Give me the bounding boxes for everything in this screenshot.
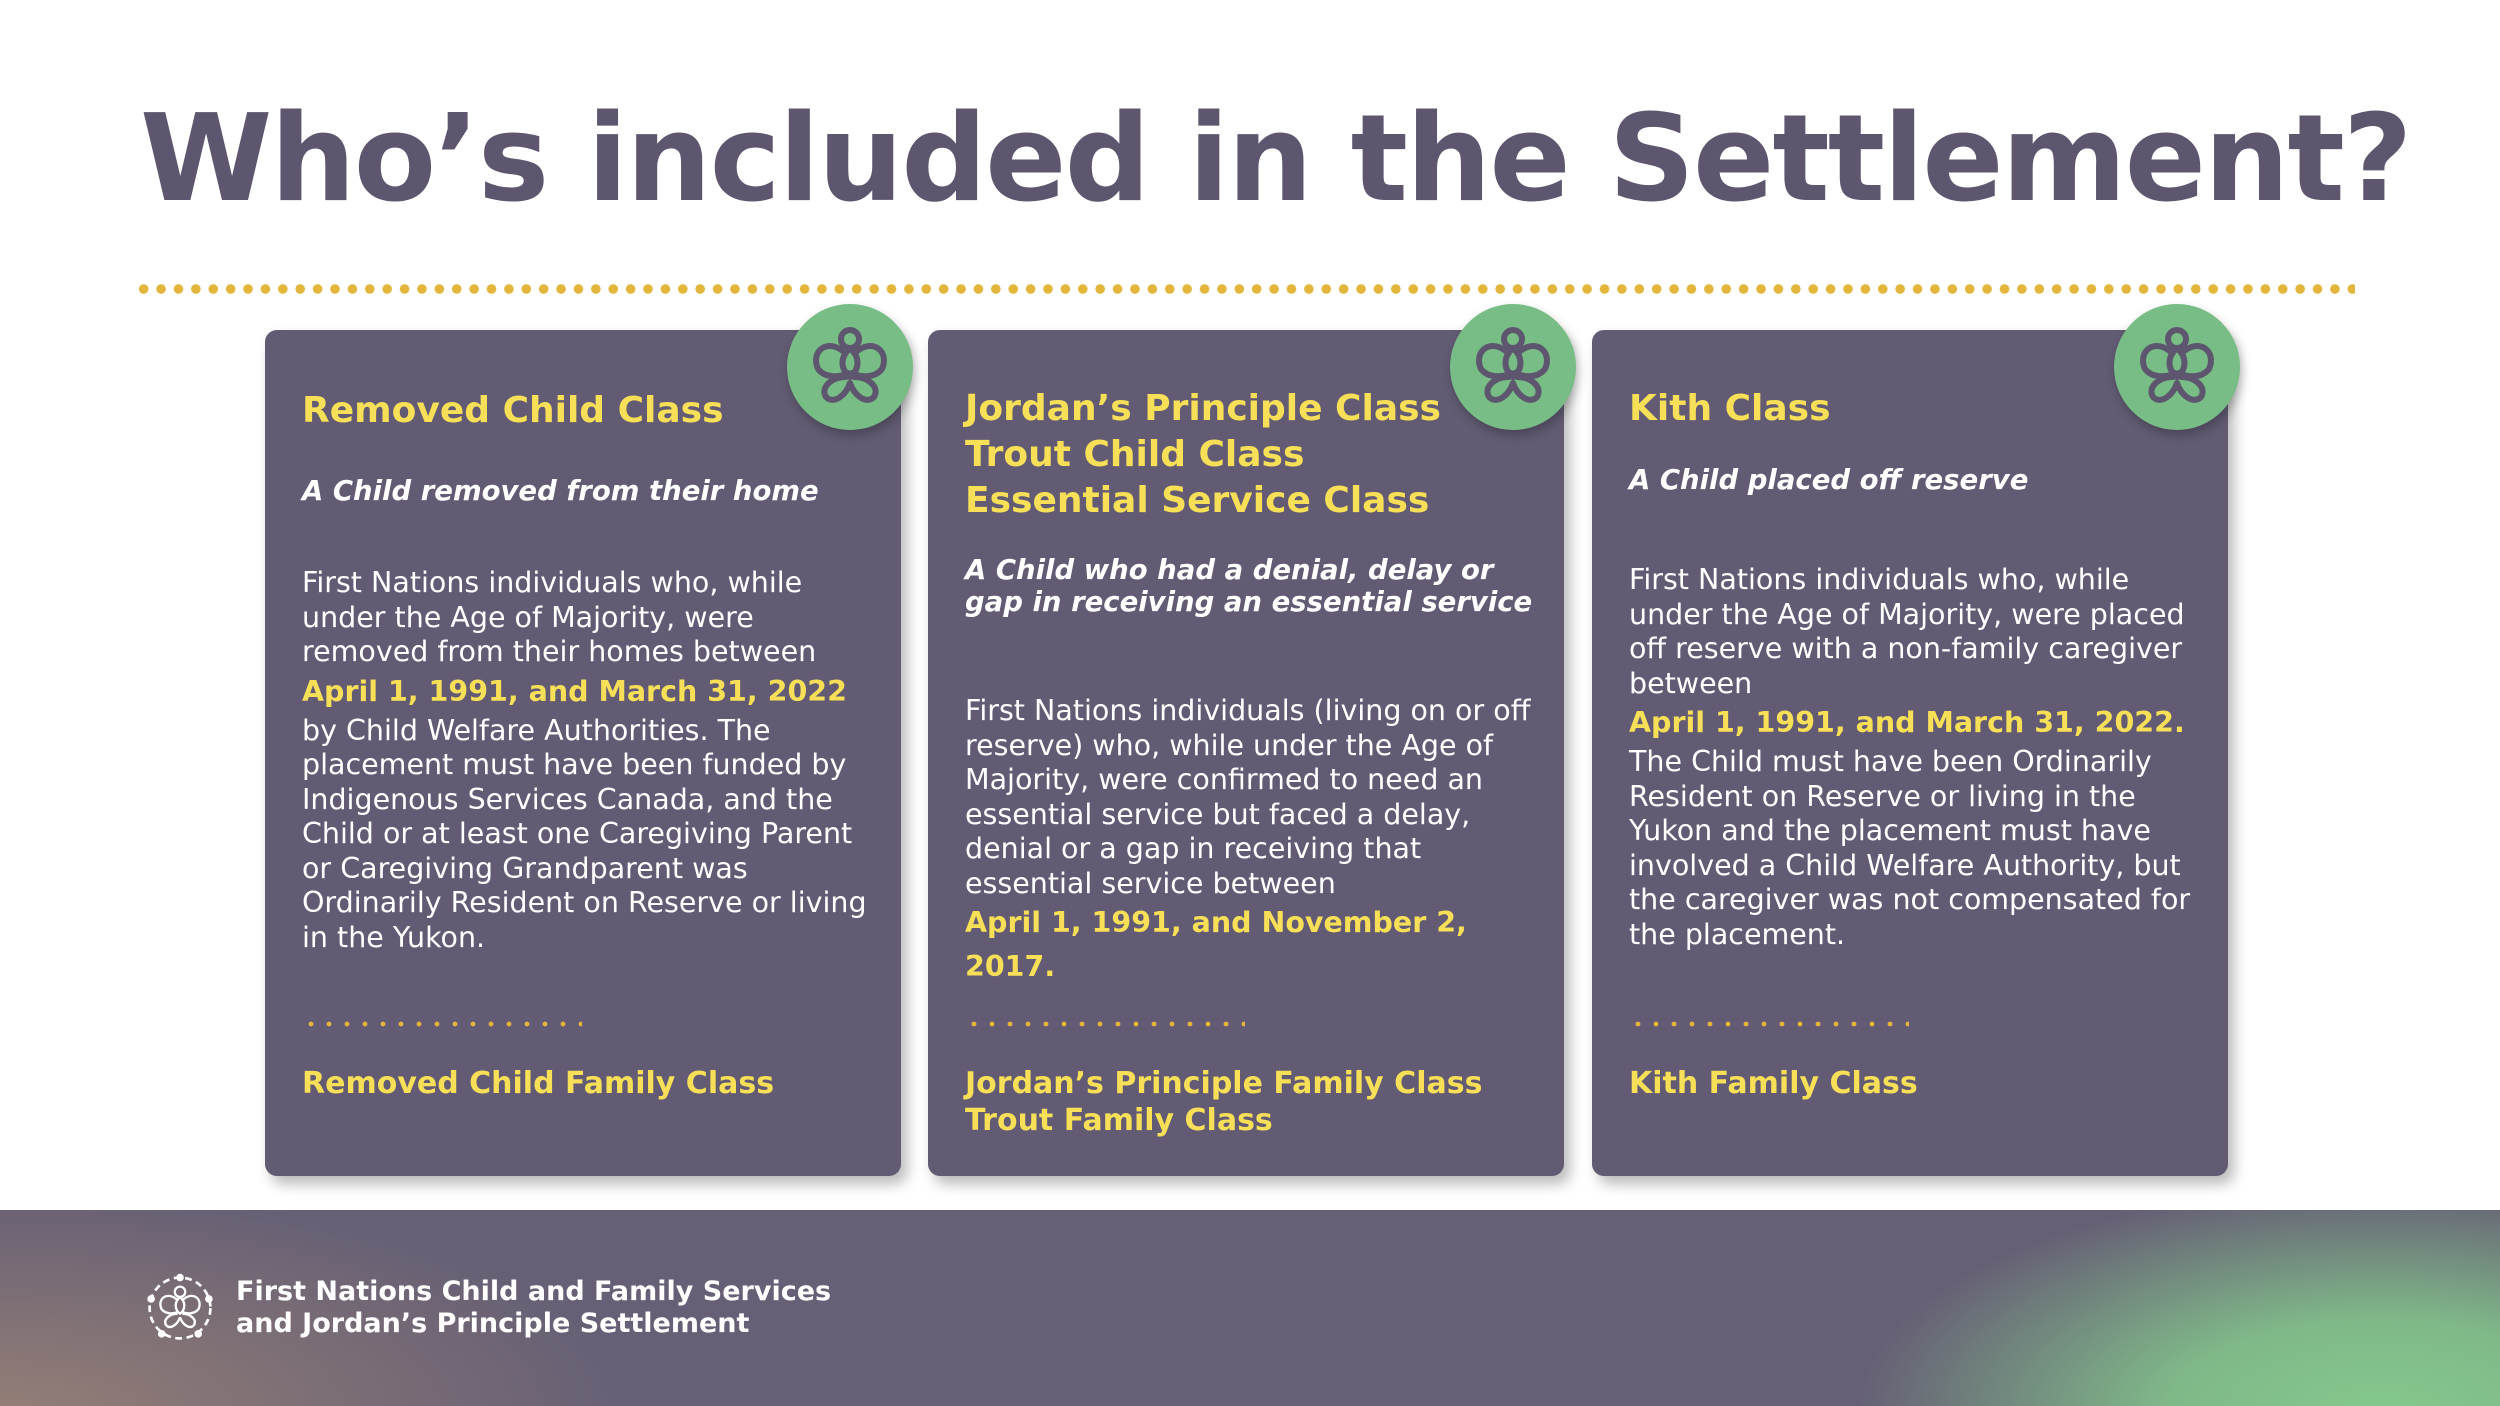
footer-band [0, 1210, 2500, 1406]
family-class-name: Jordan’s Principle Family Class [965, 1066, 1483, 1101]
card-dotted-divider [302, 1020, 582, 1028]
card-header [1629, 386, 2200, 432]
class-description [1629, 563, 2200, 952]
family-class-name: Kith Family Class [1629, 1066, 1918, 1101]
class-card-jordans-principle [928, 330, 1564, 1176]
class-subtitle: A Child placed off reserve [1629, 464, 2029, 496]
slide-title: Who’s included in the Settlement? [140, 90, 2411, 229]
card-header [302, 388, 873, 434]
card-dotted-divider [965, 1020, 1245, 1028]
settlement-logo-icon [142, 1270, 218, 1346]
class-description [965, 694, 1536, 989]
eligibility-dates: April 1, 1991, and March 31, 2022. [1629, 706, 2185, 739]
family-class-list [1629, 1065, 2200, 1102]
class-name: Removed Child Class [302, 390, 724, 431]
family-class-list [965, 1065, 1536, 1139]
class-subtitle: A Child removed from their home [302, 475, 819, 507]
family-class-list [302, 1065, 873, 1102]
organization-name-line: First Nations Child and Family Services [236, 1276, 832, 1307]
eligibility-text: First Nations individuals who, while under the Age of Majority, were placed off reserve with a non-family caregiver between [1629, 563, 2185, 700]
eligibility-dates: April 1, 1991, and November 2, 2017. [965, 906, 1467, 983]
eligibility-text: First Nations individuals (living on or off reserve) who, while under the Age of Majority, were confirmed to need an essential service but faced a delay, denial or a gap in receiving that essential service between [965, 694, 1531, 900]
class-name: Jordan’s Principle Class [965, 388, 1441, 429]
eligibility-conditions: The Child must have been Ordinarily Resident on Reserve or living in the Yukon and the placement must have involved a Child Welfare Authority, but the caregiver was not compensated for the placement. [1629, 745, 2191, 951]
class-name: Kith Class [1629, 388, 1831, 429]
organization-name-line: and Jordan’s Principle Settlement [236, 1308, 750, 1339]
eligibility-text: First Nations individuals who, while under the Age of Majority, were removed from their homes between [302, 566, 817, 668]
class-card-kith [1592, 330, 2228, 1176]
organization-name [236, 1276, 831, 1340]
eligibility-conditions: by Child Welfare Authorities. The placement must have been funded by Indigenous Services Canada, and the Child or at least one Caregiving Parent or Caregiving Grandparent was Ordinarily Resident on Reserve or living in the Yukon. [302, 713, 867, 954]
family-class-name: Removed Child Family Class [302, 1066, 775, 1101]
dotted-divider [135, 284, 2355, 294]
eligibility-dates: April 1, 1991, and March 31, 2022 [302, 674, 847, 708]
class-card-removed-child [265, 330, 901, 1176]
class-subtitle: A Child who had a denial, delay or gap in receiving an essential service [965, 554, 1533, 618]
card-header [965, 386, 1536, 524]
family-class-name: Trout Family Class [965, 1103, 1273, 1138]
class-name: Trout Child Class [965, 434, 1305, 475]
class-description [302, 566, 873, 955]
card-dotted-divider [1629, 1020, 1909, 1028]
class-name: Essential Service Class [965, 480, 1430, 521]
